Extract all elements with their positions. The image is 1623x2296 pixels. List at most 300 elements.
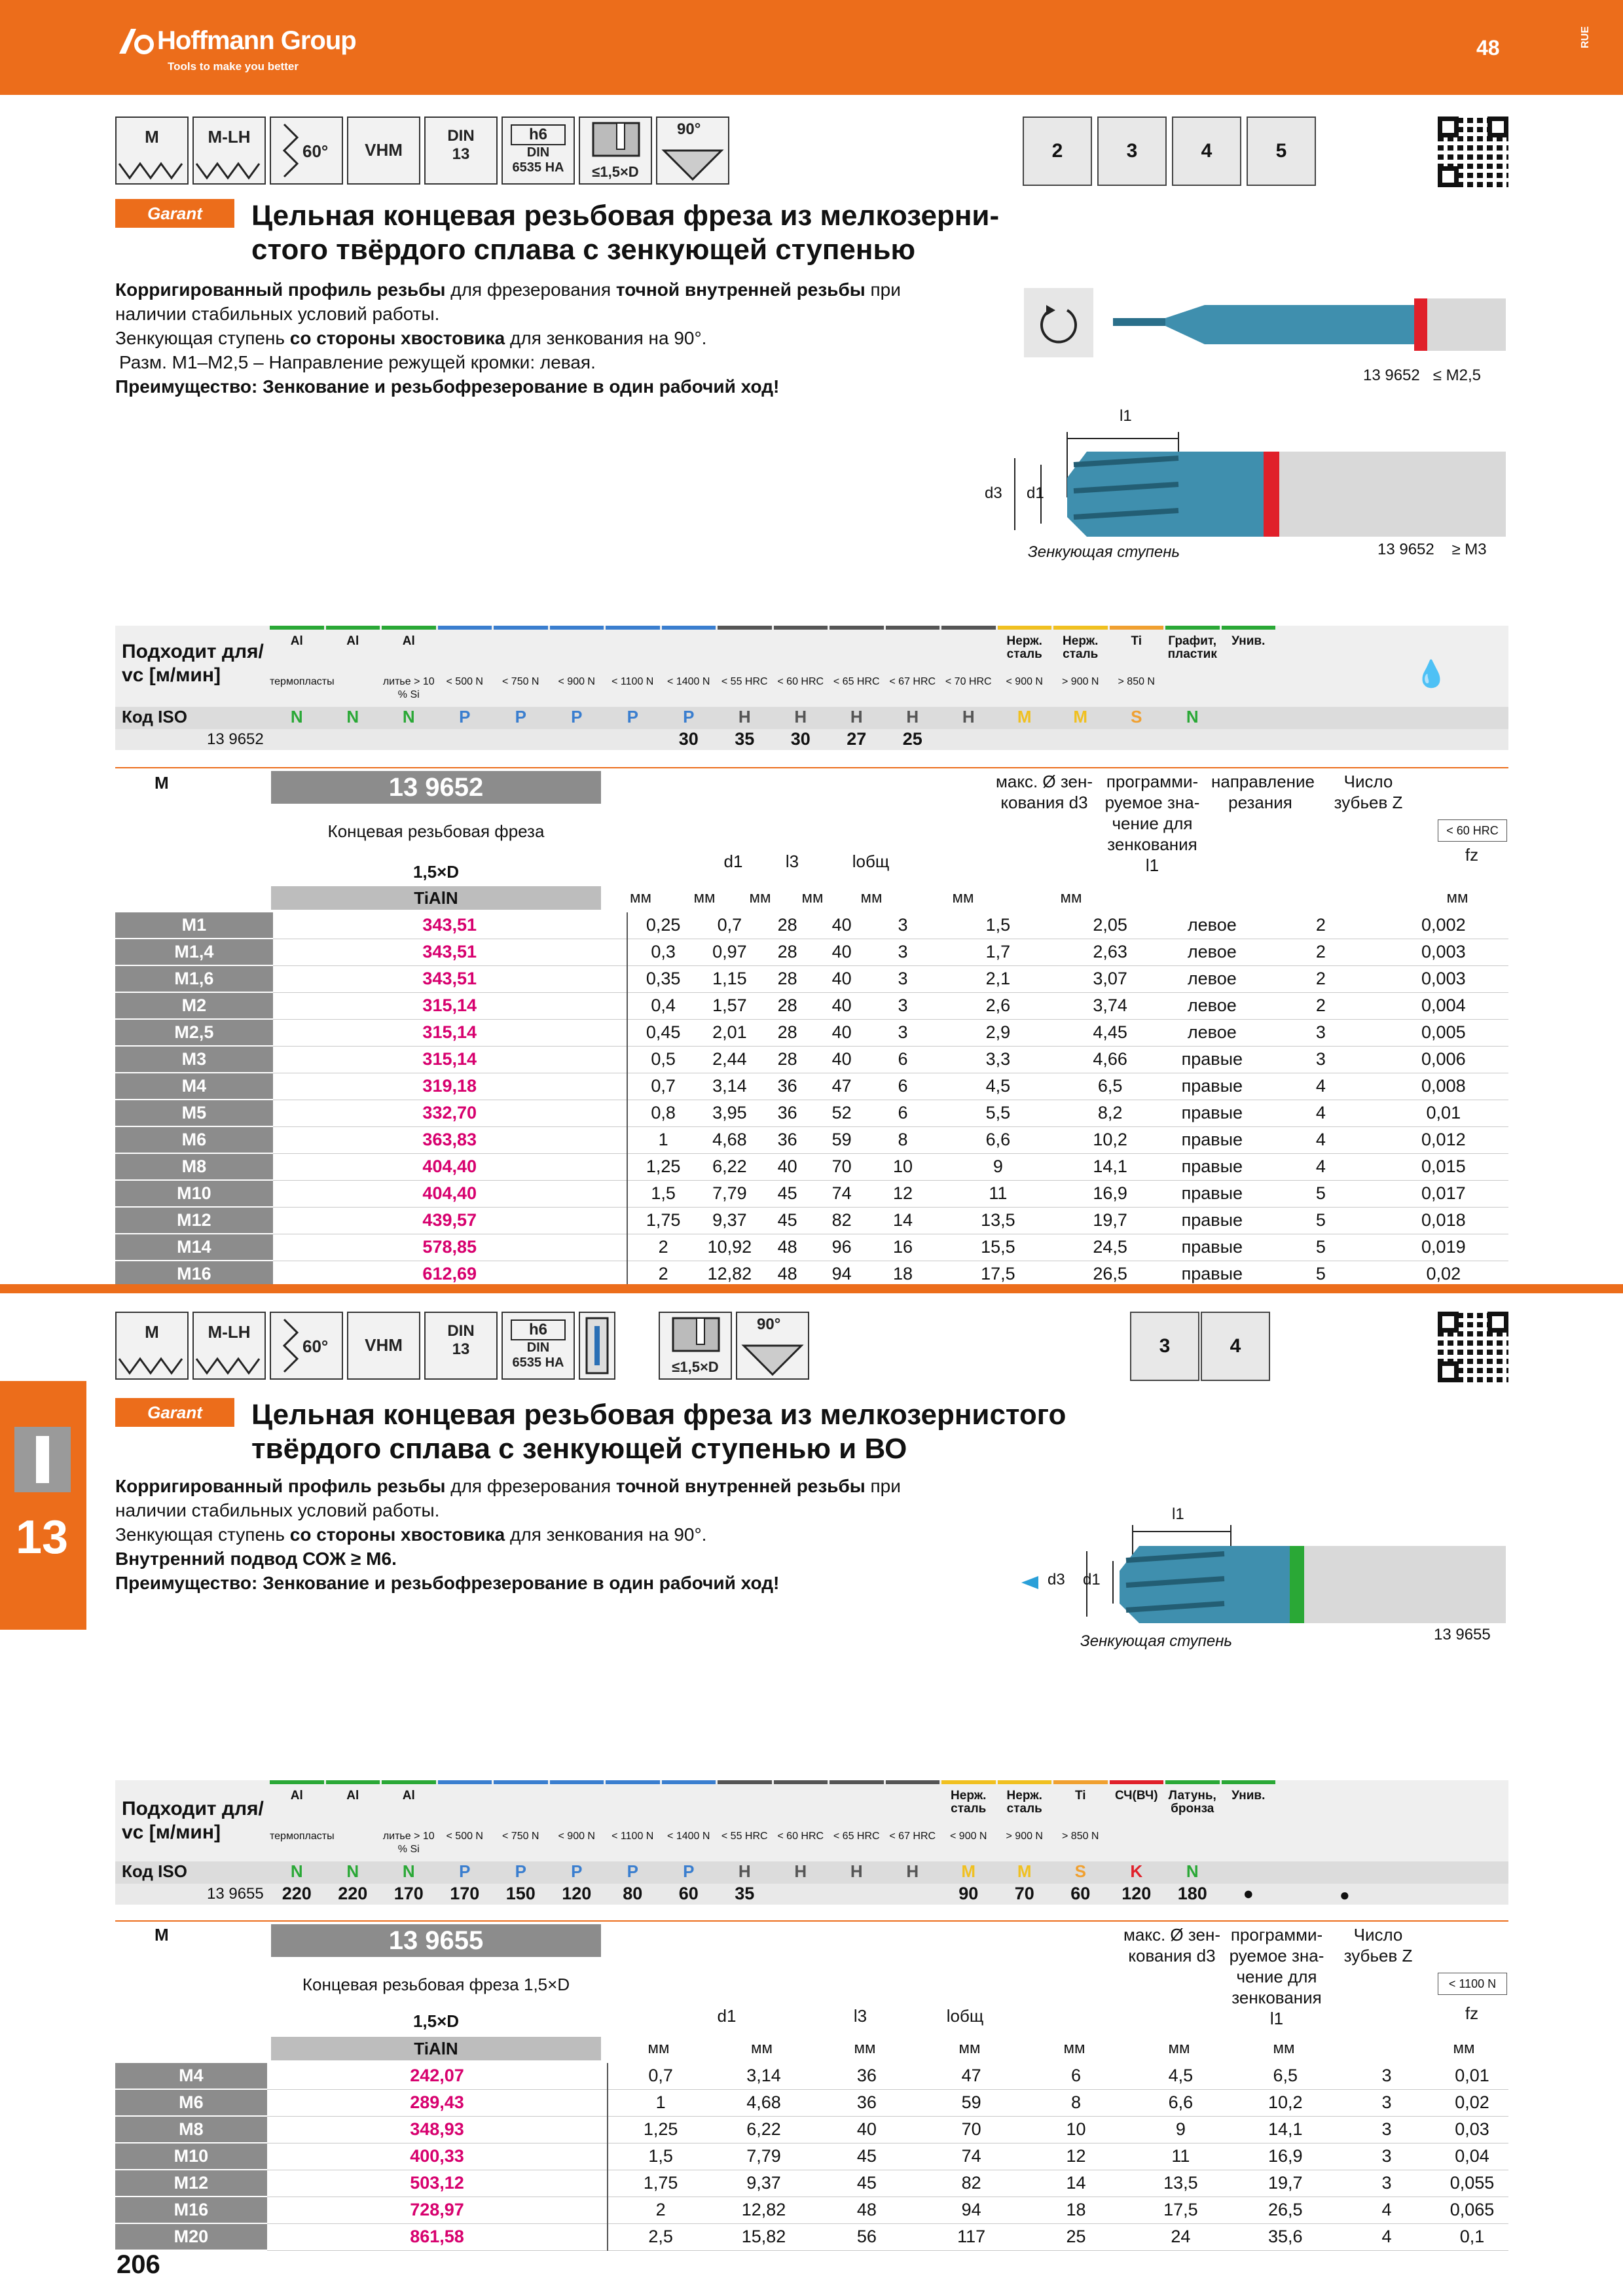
material-color-bar (886, 1780, 940, 1784)
thread-m-icon (115, 117, 189, 185)
flute-count-label: 2 (1051, 140, 1063, 162)
value-cell: 26,5 (1233, 2197, 1338, 2223)
material-color-bar (662, 1780, 716, 1784)
price-cell: 612,69 (273, 1261, 627, 1287)
dim-l1: l1 (1172, 1505, 1184, 1523)
material-name: Al (346, 634, 359, 648)
value-cell: 28 (760, 912, 814, 939)
material-strength: < 500 N (446, 1831, 483, 1842)
iso-code: M (961, 1861, 976, 1881)
qr-code-icon[interactable] (1438, 117, 1508, 187)
cutting-speed: 30 (790, 729, 811, 749)
material-name: СЧ(ВЧ) (1114, 1789, 1158, 1803)
table-row[interactable] (115, 2063, 1508, 2089)
h6-label: h6 (511, 124, 566, 145)
unit-label: мм (1063, 2039, 1085, 2057)
value-cell: правые (1161, 1207, 1263, 1234)
value-cell: левое (1161, 1019, 1263, 1046)
col-ltotal-header: lобщ (946, 2006, 984, 2026)
thread-m-label: M (145, 1322, 159, 1342)
thread-mlh-icon (192, 1312, 266, 1380)
value-cell: 14,1 (1059, 1153, 1161, 1180)
iso-code: P (627, 707, 638, 726)
countersink-90-icon (736, 1312, 809, 1380)
din-label: DIN (447, 1322, 475, 1340)
value-cell: 28 (760, 965, 814, 992)
value-cell: 1,5 (608, 2143, 713, 2170)
size-cell: M2,5 (115, 1019, 273, 1046)
value-cell: 16,9 (1233, 2143, 1338, 2170)
value-cell: 14 (1024, 2170, 1129, 2197)
value-cell: 2,05 (1059, 912, 1161, 939)
thread-m-label: M (145, 127, 159, 147)
value-cell: 12,82 (713, 2197, 814, 2223)
suitability-bullet: ● (1340, 1885, 1350, 1905)
table-row[interactable] (115, 2170, 1508, 2197)
flute-count-label: 4 (1201, 140, 1213, 162)
material-color-bar (494, 1780, 548, 1784)
value-cell: 0,02 (1379, 1261, 1508, 1287)
value-cell: правые (1161, 1073, 1263, 1100)
unit-label: мм (854, 2039, 876, 2057)
value-cell: 4,5 (937, 1073, 1059, 1100)
depth-icon (579, 117, 652, 185)
value-cell: 8 (1024, 2089, 1129, 2116)
value-cell: 0,35 (627, 965, 699, 992)
value-cell: 56 (814, 2223, 919, 2250)
value-cell: 1,15 (699, 965, 760, 992)
material-color-bar (270, 1780, 324, 1784)
value-cell: правые (1161, 1180, 1263, 1207)
garant-badge: Garant (115, 199, 234, 228)
price-cell: 404,40 (273, 1180, 627, 1207)
value-cell: 10 (869, 1153, 937, 1180)
material-strength: < 1400 N (667, 676, 710, 687)
size-cell: M14 (115, 1234, 273, 1261)
section-divider (0, 1284, 1623, 1293)
material-name: Нерж. сталь (951, 1789, 987, 1816)
price-cell: 315,14 (273, 1046, 627, 1073)
coating-label: TiAlN (271, 2037, 601, 2060)
flute-count-label: 3 (1159, 1335, 1171, 1357)
value-cell: 28 (760, 992, 814, 1019)
material-name: Al (402, 1789, 415, 1803)
material-color-bar (662, 626, 716, 630)
value-cell: 59 (814, 1126, 869, 1153)
din2-number: 6535 HA (512, 160, 564, 175)
desc-text: для зенкования на 90°. (505, 1524, 707, 1545)
unit-label: мм (801, 889, 824, 906)
material-color-bar (718, 1780, 772, 1784)
value-cell: 16 (869, 1234, 937, 1261)
value-cell: 15,82 (713, 2223, 814, 2250)
material-strength: < 65 HRC (833, 1831, 880, 1842)
article-depth: 1,5×D (412, 862, 460, 882)
tool-code-large (1377, 541, 1487, 559)
value-cell: 3,95 (699, 1100, 760, 1126)
value-cell: 4,5 (1128, 2063, 1233, 2089)
price-cell: 348,93 (267, 2116, 608, 2143)
price-cell: 343,51 (273, 939, 627, 965)
value-cell: 45 (814, 2170, 919, 2197)
value-cell: 8 (869, 1126, 937, 1153)
table-row[interactable] (115, 965, 1508, 992)
size-table (115, 912, 1508, 1288)
countersink-90-icon (656, 117, 729, 185)
label-line: vc [м/мин] (122, 1821, 221, 1843)
value-cell: 0,055 (1436, 2170, 1508, 2197)
value-cell: 70 (814, 1153, 869, 1180)
iso-code: N (290, 707, 303, 726)
desc-text: для зенкования на 90°. (505, 328, 707, 348)
table-row[interactable] (115, 1046, 1508, 1073)
h6-label: h6 (511, 1319, 566, 1340)
table-row[interactable] (115, 2197, 1508, 2223)
value-cell: 4 (1263, 1126, 1378, 1153)
cutting-speed: 25 (902, 729, 922, 749)
value-cell: 1,25 (627, 1153, 699, 1180)
value-cell: 3 (869, 992, 937, 1019)
material-name: Латунь, бронза (1168, 1789, 1216, 1816)
value-cell: 0,45 (627, 1019, 699, 1046)
label-line: vc [м/мин] (122, 664, 221, 686)
product-description (115, 278, 993, 399)
unit-label: мм (1453, 2039, 1475, 2057)
value-cell: 3 (869, 912, 937, 939)
iso-code: P (683, 1861, 695, 1881)
value-cell: 4,68 (713, 2089, 814, 2116)
value-cell: 40 (814, 912, 869, 939)
material-suitability-table (115, 1780, 1508, 1905)
value-cell: правые (1161, 1100, 1263, 1126)
material-strength: < 60 HRC (777, 1831, 824, 1842)
value-cell: 0,97 (699, 939, 760, 965)
table-row[interactable] (115, 992, 1508, 1019)
value-cell: 4 (1338, 2197, 1436, 2223)
cs-angle-label: 90° (757, 1316, 781, 1333)
material-strength: < 55 HRC (721, 676, 768, 687)
din2-label: DIN (526, 1340, 550, 1355)
value-cell: 3,07 (1059, 965, 1161, 992)
value-cell: левое (1161, 912, 1263, 939)
material-name: Унив. (1231, 1789, 1266, 1803)
value-cell: 12,82 (699, 1261, 760, 1287)
desc-text: Разм. M1–M2,5 – Направление режущей кромки: левая. (119, 352, 596, 372)
price-cell: 315,14 (273, 1019, 627, 1046)
value-cell: 6,22 (713, 2116, 814, 2143)
value-cell: 0,01 (1379, 1100, 1508, 1126)
value-cell: 48 (760, 1261, 814, 1287)
material-name: Нерж. сталь (1063, 634, 1099, 661)
chapter-tab[interactable] (0, 1381, 86, 1630)
value-cell: 94 (919, 2197, 1024, 2223)
table-row[interactable] (115, 1153, 1508, 1180)
flute-count-label: 5 (1275, 140, 1287, 162)
material-strength: < 55 HRC (721, 1831, 768, 1842)
material-color-bar (830, 1780, 884, 1784)
desc-bold: со стороны хвостовика (289, 1524, 505, 1545)
iso-code: N (402, 1861, 415, 1881)
value-cell: 2,1 (937, 965, 1059, 992)
article-description: Концевая резьбовая фреза (327, 821, 545, 841)
material-table-label (122, 1797, 264, 1844)
table-row[interactable] (115, 2116, 1508, 2143)
angle-60-icon (270, 117, 343, 185)
desc-text: при (865, 279, 901, 300)
value-cell: 18 (869, 1261, 937, 1287)
unit-label: мм (1060, 889, 1082, 906)
iso-code: N (1186, 707, 1199, 726)
value-cell: 0,7 (699, 912, 760, 939)
material-strength: < 1400 N (667, 1831, 710, 1842)
price-cell: 315,14 (273, 992, 627, 1019)
flute-count-label: 4 (1230, 1335, 1241, 1357)
material-color-bar (550, 626, 604, 630)
value-cell: 6,5 (1059, 1073, 1161, 1100)
value-cell: 1,75 (608, 2170, 713, 2197)
dim-d1: d1 (1027, 484, 1044, 502)
material-color-bar (438, 1780, 492, 1784)
value-cell: 40 (814, 965, 869, 992)
size-range: ≥ M3 (1451, 541, 1487, 558)
value-cell: 3 (869, 939, 937, 965)
value-cell: 5 (1263, 1180, 1378, 1207)
value-cell: 45 (760, 1180, 814, 1207)
cutting-speed: 170 (393, 1884, 424, 1903)
value-cell: 10,2 (1059, 1126, 1161, 1153)
value-cell: 8,2 (1059, 1100, 1161, 1126)
product-title-line: стого твёрдого сплава с зенкующей ступенью (251, 234, 916, 266)
value-cell: 2 (627, 1234, 699, 1261)
dim-d3: d3 (1048, 1571, 1065, 1588)
value-cell: 48 (760, 1234, 814, 1261)
article-number-header: 13 9652 (271, 771, 601, 804)
value-cell: 0,005 (1379, 1019, 1508, 1046)
value-cell: 82 (919, 2170, 1024, 2197)
tool-code-small (1363, 367, 1481, 385)
din2-number: 6535 HA (512, 1355, 564, 1370)
drill-icon (14, 1427, 71, 1492)
value-cell: 3 (1338, 2170, 1436, 2197)
value-cell: 28 (760, 1019, 814, 1046)
material-color-bar (270, 626, 324, 630)
cutting-speed: 90 (958, 1884, 979, 1903)
iso-code: H (738, 707, 751, 726)
value-cell: 4 (1263, 1153, 1378, 1180)
din13-icon (424, 117, 498, 185)
material-strength: литье > 10 % Si (382, 1831, 435, 1855)
material-color-bar (438, 626, 492, 630)
cutting-speed: 27 (847, 729, 867, 749)
value-cell: 5 (1263, 1261, 1378, 1287)
price-cell: 289,43 (267, 2089, 608, 2116)
table-row[interactable] (115, 1126, 1508, 1153)
coolant-drop-icon: 💧 (1415, 660, 1448, 689)
hoffmann-logo-icon (117, 25, 155, 55)
value-cell: 1,5 (937, 912, 1059, 939)
value-cell: 7,79 (699, 1180, 760, 1207)
iso-code: N (346, 707, 359, 726)
material-vhm-icon (347, 1312, 420, 1380)
value-cell: 82 (814, 1207, 869, 1234)
value-cell: 40 (814, 1046, 869, 1073)
material-color-bar (941, 626, 996, 630)
value-cell: 2,9 (937, 1019, 1059, 1046)
iso-label: Код ISO (122, 707, 187, 726)
flute-count-icon (1130, 1312, 1199, 1381)
value-cell: 3 (1338, 2116, 1436, 2143)
table-row[interactable] (115, 939, 1508, 965)
value-cell: 0,02 (1436, 2089, 1508, 2116)
value-cell: правые (1161, 1046, 1263, 1073)
article-depth: 1,5×D (412, 2011, 460, 2031)
unit-row (606, 886, 1508, 910)
value-cell: 28 (760, 939, 814, 965)
value-cell: левое (1161, 965, 1263, 992)
tool-drawing-small (1113, 285, 1506, 364)
material-color-bar (382, 1780, 436, 1784)
value-cell: 40 (814, 939, 869, 965)
material-color-bar (774, 626, 828, 630)
value-cell: 3,14 (713, 2063, 814, 2089)
table-row[interactable] (115, 2089, 1508, 2116)
unit-label: мм (630, 889, 651, 906)
value-cell: 0,008 (1379, 1073, 1508, 1100)
unit-label: мм (749, 889, 771, 906)
internal-coolant-icon (579, 1312, 615, 1380)
col-fz-condition: < 60 HRC (1438, 819, 1507, 842)
iso-code: H (906, 1861, 919, 1881)
value-cell: 96 (814, 1234, 869, 1261)
label-line: Подходит для/ (122, 641, 264, 662)
unit-label: мм (647, 2039, 670, 2057)
table-row[interactable] (115, 1207, 1508, 1234)
table-row[interactable] (115, 1180, 1508, 1207)
article-code: 13 9652 (1363, 367, 1420, 384)
value-cell: 2,01 (699, 1019, 760, 1046)
size-cell: M12 (115, 2170, 267, 2197)
article-description: Концевая резьбовая фреза 1,5×D (302, 1975, 570, 1994)
value-cell: 4,45 (1059, 1019, 1161, 1046)
value-cell: 1,7 (937, 939, 1059, 965)
price-cell: 332,70 (273, 1100, 627, 1126)
value-cell: 12 (1024, 2143, 1129, 2170)
value-cell: 3 (1263, 1046, 1378, 1073)
flute-count-icon (1247, 117, 1316, 186)
value-cell: 3 (1338, 2063, 1436, 2089)
iso-code: P (571, 1861, 583, 1881)
value-cell: 19,7 (1233, 2170, 1338, 2197)
table-row[interactable] (115, 1261, 1508, 1287)
thread-m-icon (115, 1312, 189, 1380)
material-strength: < 900 N (950, 1831, 987, 1842)
col-d3-header: макс. Ø зен- кования d3 (995, 772, 1093, 812)
price-cell: 503,12 (267, 2170, 608, 2197)
value-cell: 12 (869, 1180, 937, 1207)
dim-d1: d1 (1083, 1571, 1101, 1588)
value-cell: 1,57 (699, 992, 760, 1019)
value-cell: 0,25 (627, 912, 699, 939)
flute-count-icon (1172, 117, 1241, 186)
depth-label: ≤1,5×D (672, 1359, 719, 1375)
value-cell: 2,44 (699, 1046, 760, 1073)
table-row[interactable] (115, 1073, 1508, 1100)
material-color-bar (998, 1780, 1052, 1784)
cutting-speed: 60 (1070, 1884, 1091, 1903)
table-row[interactable] (115, 2143, 1508, 2170)
table-row[interactable] (115, 912, 1508, 939)
garant-badge: Garant (115, 1398, 234, 1427)
cutting-speed: 120 (562, 1884, 592, 1903)
value-cell: 15,5 (937, 1234, 1059, 1261)
value-cell: 2,6 (937, 992, 1059, 1019)
cutting-speed: 220 (338, 1884, 368, 1903)
value-cell: 6,5 (1233, 2063, 1338, 2089)
size-table (115, 2063, 1508, 2251)
value-cell: 0,002 (1379, 912, 1508, 939)
table-row[interactable] (115, 1234, 1508, 1261)
product-title (251, 199, 999, 267)
iso-code: H (738, 1861, 751, 1881)
value-cell: 17,5 (1128, 2197, 1233, 2223)
product-title (251, 1398, 1066, 1466)
size-cell: M8 (115, 2116, 267, 2143)
col-size-header: M (155, 1925, 169, 1945)
value-cell: 0,065 (1436, 2197, 1508, 2223)
value-cell: 2 (1263, 992, 1378, 1019)
col-d1-header: d1 (723, 852, 743, 871)
cutting-speed: 35 (735, 1884, 755, 1903)
table-row[interactable] (115, 1100, 1508, 1126)
desc-bold: точной внутренней резьбы (615, 279, 866, 300)
iso-code: M (1017, 707, 1032, 726)
article-code: 13 9655 (207, 1885, 264, 1903)
value-cell: 9 (1128, 2116, 1233, 2143)
table-row[interactable] (115, 1019, 1508, 1046)
material-color-bar (830, 626, 884, 630)
iso-code: P (515, 707, 526, 726)
value-cell: 2,63 (1059, 939, 1161, 965)
material-strength: < 67 HRC (889, 676, 936, 687)
value-cell: 6 (869, 1046, 937, 1073)
value-cell: 13,5 (1128, 2170, 1233, 2197)
table-row[interactable] (115, 2223, 1508, 2250)
material-name: Нерж. сталь (1006, 1789, 1042, 1816)
desc-bold: Корригированный профиль резьбы (115, 1476, 446, 1496)
material-strength: > 900 N (1062, 676, 1099, 687)
price-cell: 439,57 (273, 1207, 627, 1234)
catalog-page-number: 48 (1476, 36, 1500, 60)
desc-advantage: Преимущество: Зенкование и резьбофрезерование в один рабочий ход! (115, 1573, 780, 1593)
material-strength: < 750 N (502, 1831, 539, 1842)
table-top-rule (115, 767, 1508, 768)
qr-code-icon[interactable] (1438, 1312, 1508, 1382)
unit-row (606, 2037, 1508, 2060)
size-cell: M1 (115, 912, 273, 939)
value-cell: 2 (627, 1261, 699, 1287)
material-name: Al (402, 634, 415, 648)
size-cell: M10 (115, 1180, 273, 1207)
material-suitability-table (115, 626, 1508, 750)
unit-label: мм (1273, 2039, 1295, 2057)
material-strength: > 850 N (1062, 1831, 1099, 1842)
flute-count-icon (1023, 117, 1092, 186)
material-strength: < 1100 N (611, 676, 654, 687)
material-color-bar (1222, 1780, 1276, 1784)
din-number: 13 (452, 1340, 470, 1358)
price-cell: 343,51 (273, 912, 627, 939)
desc-text: наличии стабильных условий работы. (115, 304, 440, 324)
